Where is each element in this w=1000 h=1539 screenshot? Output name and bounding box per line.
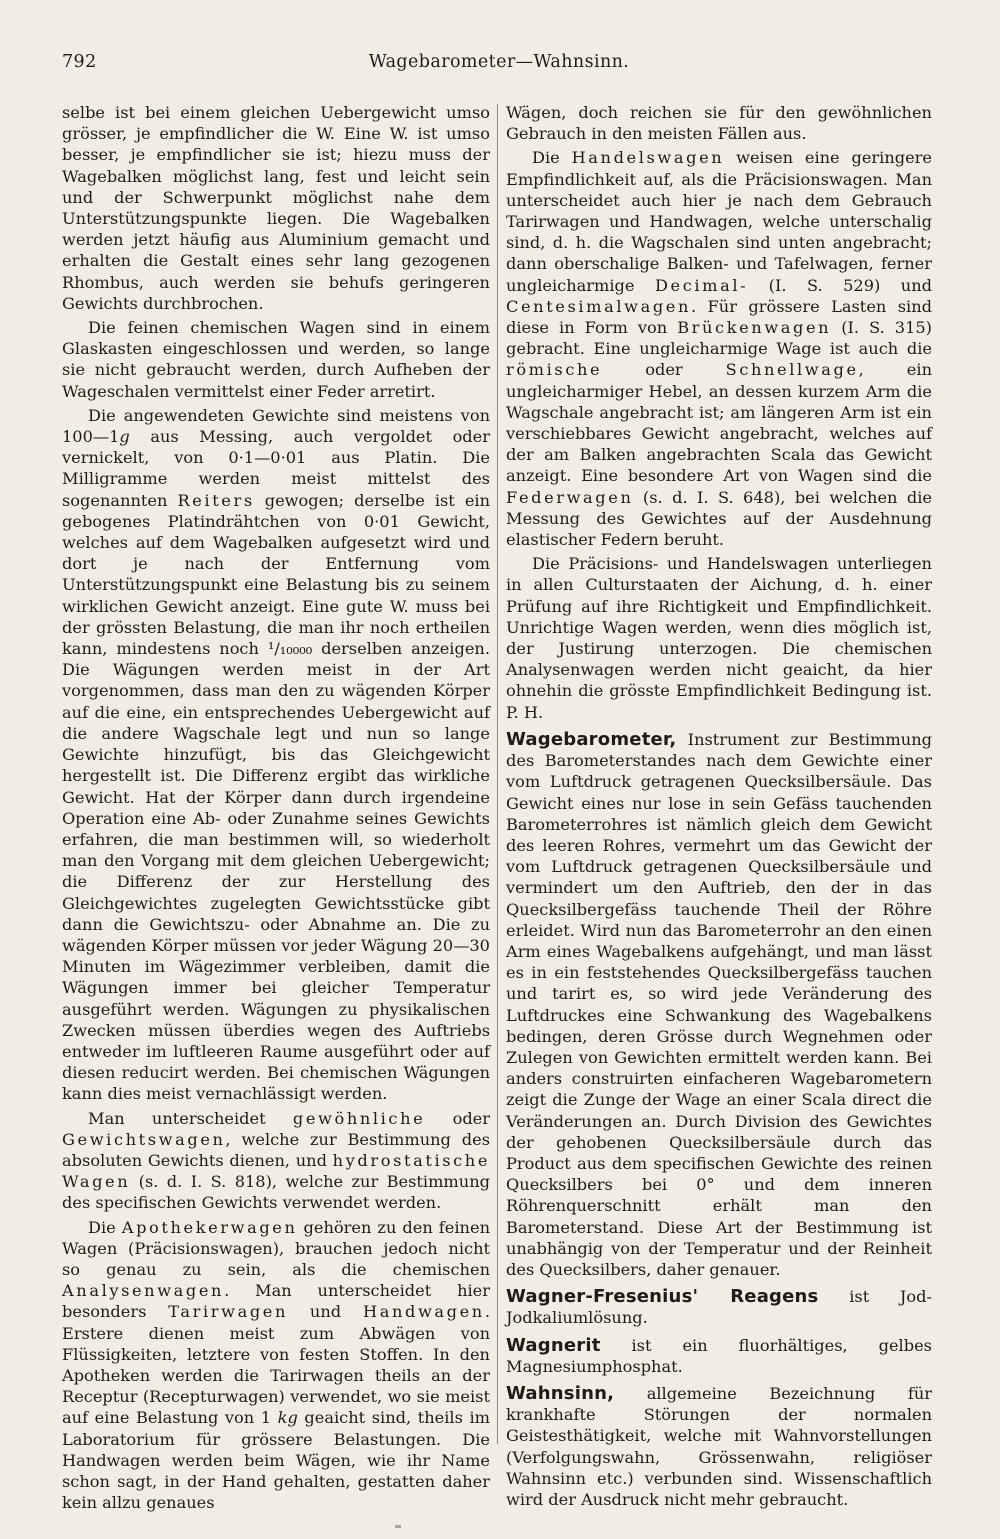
- text-run: gewogen; derselbe ist ein gebogenes Platindrähtchen von 0·01 Gewicht, welches auf dem Wagebalken aufgesetzt wird und dort je nach der Entfernung vom Unterstützungspunkt eine Belastung bis zu seinem wirklichen Gewicht anzeigt. Eine gute W. muss bei der grössten Belastung, die man ihr noch ertheilen kann, mindestens noch: [62, 490, 491, 659]
- term-federwagen: Federwagen: [506, 487, 634, 507]
- entry-text: Instrument zur Bestimmung des Barometerstandes nach dem Gewichte einer vom Luftdruck getragenen Quecksilbersäule. Das Gewicht eines nur lose in sein Gefäss tauchenden Barometerrohres ist nämlich gleich dem Gewicht des leeren Rohres, vermehrt um das Gewicht der vom Luftdruck getragenen Quecksilbersäule und vermindert um den Auftrieb, den der in das Quecksilbergefäss tauchende Theil der Röhre erleidet. Wird nun das Barometerrohr an den einen Arm eines Wagebalkens aufgehängt, und man lässt es in ein feststehendes Quecksilbergefäss tauchen und tarirt es, so wird jede Veränderung des Luftdruckes eine Schwankung des Wagebalkens bedingen, deren Grösse durch Wegnehmen oder Zulegen von Gewichten ermittelt werden kann. Bei anders construirten einfacheren Wagebarometern zeigt die Zunge der Wage an einer Scala direct die Veränderungen an. Durch Division des Gewichtes der gehobenen Quecksilbersäule durch das Product aus dem specifischen Gewichte des reinen Quecksilbers bei 0° und dem inneren Röhrenquerschnitt erhält man den Barometerstand. Diese Art der Bestimmung ist unabhängig von der Temperatur und der Reinheit des Quecksilbers, daher genauer.: [506, 729, 932, 1279]
- term-handwagen: Handwagen: [363, 1302, 485, 1322]
- lemma-wagnerit: Wagnerit: [506, 1334, 601, 1356]
- text-run: derselben anzeigen. Die Wägungen werden meist in der Art vorgenommen, dass man den zu wägenden Körper auf die eine, ein entsprechendes Uebergewicht auf die andere Wagschale legt und nun so lange Gewichte hinzufügt, bis das Gleichgewicht hergestellt ist. Die Differenz ergibt das wirkliche Gewicht. Hat der Körper dann durch irgendeine Operation eine Ab- oder Zunahme seines Gewichts erfahren, die man bestimmen will, so wiederholt man den Vorgang mit dem gleichen Uebergewicht; die Differenz der zur Herstellung des Gleichgewichtes zugelegten Gewichtsstücke gibt dann die Gewichtszu- oder Abnahme an. Die zu wägenden Körper müssen vor jeder Wägung 20—30 Minuten im Wägezimmer verbleiben, damit die Wägungen immer bei gleicher Temperatur ausgeführt werden. Wägungen zu physikalischen Zwecken müssen überdies wegen des Auftriebs entweder im luftleeren Raume ausgeführt oder auf diesen reducirt werden. Bei chemischen Wägungen kann dies meist vernachlässigt werden.: [62, 639, 490, 1104]
- term-schnellwage: Schnellwage: [725, 360, 859, 380]
- column-divider: [497, 104, 498, 1444]
- text-run: , welche zur Bestimmung des absoluten Gewichts dienen, und: [62, 1129, 490, 1170]
- unit-gram: g: [119, 427, 130, 447]
- paragraph-aichung: Die Präcisions- und Handelswagen unterliegen in allen Culturstaaten der Aichung, d. h. einer Prüfung auf ihre Richtigkeit und Empfindlichkeit. Unrichtige Wagen werden, wenn dies möglich ist, der Justirung unterzogen. Die chemischen Analysenwagen werden nicht geaicht, da hier ohnehin die grösste Empfindlichkeit Bedingung ist. P. H.: [506, 554, 932, 722]
- paragraph-empfindlichkeit: selbe ist bei einem gleichen Uebergewicht umso grösser, je empfindlicher die W. Eine W. ist umso besser, je empfindlicher sie ist; hiezu muss der Wagebalken möglichst lang, fest und leicht sein und der Schwerpunkt möglichst nahe dem Unterstützungspunkte liegen. Die Wagebalken werden jetzt häufig aus Aluminium gemacht und erhalten die Gestalt eines sehr lang gezogenen Rhombus, auch werden sie behufs geringeren Gewichts durchbrochen.: [62, 103, 490, 313]
- entry-wagebarometer: [506, 729, 932, 1280]
- paragraph-apothekerwagen: [62, 1217, 490, 1514]
- entry-wagnerit: [506, 1335, 932, 1377]
- term-analysenwagen: Analysenwagen: [62, 1281, 225, 1301]
- page-header: [62, 52, 936, 82]
- term-roemische: römische: [506, 360, 603, 380]
- text-run: Die: [88, 1217, 122, 1237]
- term-gewichtswagen: Gewichtswagen: [62, 1129, 226, 1149]
- text-run: gehören zu den feinen Wagen (Präcisionswagen), brauchen jedoch nicht so genau zu sein, als die chemischen: [62, 1217, 490, 1279]
- page-number: 792: [62, 52, 97, 72]
- entry-text: ist Jod-Jodkaliumlösung.: [506, 1287, 932, 1328]
- paper-speck: [395, 1525, 401, 1528]
- paragraph-wagenarten: [62, 1108, 490, 1214]
- running-head: Wagebarometer—Wahnsinn.: [368, 52, 630, 72]
- entry-wahnsinn: [506, 1383, 932, 1510]
- lemma-wagner-fresenius: Wagner-Fresenius' Reagens: [506, 1286, 819, 1308]
- term-decimal: Decimal-: [654, 275, 749, 295]
- paragraph-chemische-wagen: Die feinen chemischen Wagen sind in einem Glaskasten eingeschlossen und werden, so lange sie nicht gebraucht werden, durch Aufheben der Wageschalen vermittelst einer Feder arretirt.: [62, 318, 490, 401]
- left-column: [62, 102, 490, 1516]
- text-run: . Erstere dienen meist zum Abwägen von Flüssigkeiten, letztere von festen Stoffen. In den Apotheken werden die Tarirwagen theils an der Receptur (Recepturwagen) verwendet, wo sie meist auf eine Belastung von 1: [62, 1302, 490, 1428]
- entry-text: allgemeine Bezeichnung für krankhafte Störungen der normalen Geistesthätigkeit, welche mit Wahnvorstellungen (Verfolgungswahn, Grössenwahn, religiöser Wahnsinn etc.) verbunden sind. Wissenschaftlich wird der Ausdruck nicht mehr gebraucht.: [506, 1383, 932, 1509]
- right-column: [506, 102, 932, 1513]
- text-run: (s. d. I. S. 648), bei welchen die Messung des Gewichtes auf der Ausdehnung elastischer Federn beruht.: [506, 487, 932, 550]
- entry-wagner-fresenius: [506, 1286, 932, 1328]
- term-centesimalwagen: Centesimalwagen: [506, 296, 692, 316]
- text-run: geaicht sind, theils im Laboratorium für grössere Belastungen. Die Handwagen werden beim Wägen, wie ihr Name schon sagt, in der Hand gehalten, gestatten daher kein allzu genaues: [62, 1408, 490, 1513]
- term-apothekerwagen: Apothekerwagen: [121, 1217, 298, 1237]
- term-reiters: Reiters: [177, 490, 255, 510]
- paragraph-continuation: Wägen, doch reichen sie für den gewöhnlichen Gebrauch in den meisten Fällen aus.: [506, 103, 932, 144]
- text-run: Die angewendeten Gewichte sind meistens von 100—1: [62, 405, 490, 447]
- text-run: oder: [602, 360, 726, 380]
- term-brueckenwagen: Brückenwagen: [677, 318, 832, 338]
- lemma-wahnsinn: Wahnsinn,: [506, 1382, 615, 1404]
- text-run: weisen eine geringere Empfindlichkeit auf, als die Präcisionswagen. Man unterscheidet auch hier je nach dem Gebrauch Tarirwagen und Handwagen, welche unterschalig sind, d. h. die Wagschalen sind unten angebracht; dann oberschalige Balken- und Tafelwagen, ferner ungleicharmige: [506, 148, 932, 295]
- text-run: Man unterscheidet: [88, 1108, 293, 1128]
- entry-text: ist ein fluorhältiges, gelbes Magnesiumphosphat.: [506, 1335, 932, 1376]
- text-run: , ein ungleicharmiger Hebel, an dessen kurzem Arm die Wagschale angebracht ist; am längeren Arm ist ein verschiebbares Gewicht angebracht, welches auf der am Balken angebrachten Scala das Gewicht anzeigt. Eine besondere Art von Wagen sind die: [506, 360, 932, 486]
- text-run: (s. d. I. S. 818), welche zur Bestimmung des specifischen Gewichts verwendet werden.: [62, 1172, 490, 1213]
- text-run: (I. S. 315) gebracht. Eine ungleicharmige Wage ist auch die: [506, 318, 932, 359]
- text-run: (I. S. 529) und: [748, 275, 932, 295]
- term-handelswagen: Handelswagen: [571, 148, 725, 168]
- term-tarirwagen: Tarirwagen: [168, 1302, 289, 1322]
- fraction-one-ten-thousandth: ¹/₁₀₀₀₀: [267, 639, 313, 659]
- text-run: . Man unterscheidet hier besonders: [62, 1281, 490, 1322]
- paragraph-gewichte: [62, 405, 490, 1105]
- text-run: und: [288, 1302, 363, 1322]
- unit-kilogram: kg: [277, 1408, 298, 1428]
- text-run: oder: [425, 1108, 490, 1128]
- paragraph-handelswagen: [506, 147, 932, 550]
- term-hydrostatische-wagen: hydrostatische Wagen: [62, 1150, 490, 1192]
- text-run: aus Messing, auch vergoldet oder vernickelt, von 0·1—0·01 aus Platin. Die Milligramme werden meist mittelst des sogenannten: [62, 427, 490, 510]
- term-gewoehnliche: gewöhnliche: [292, 1108, 426, 1128]
- lemma-wagebarometer: Wagebarometer,: [506, 728, 677, 750]
- text-run: . Für grössere Lasten sind diese in Form von: [506, 296, 932, 338]
- text-run: Die: [532, 148, 572, 168]
